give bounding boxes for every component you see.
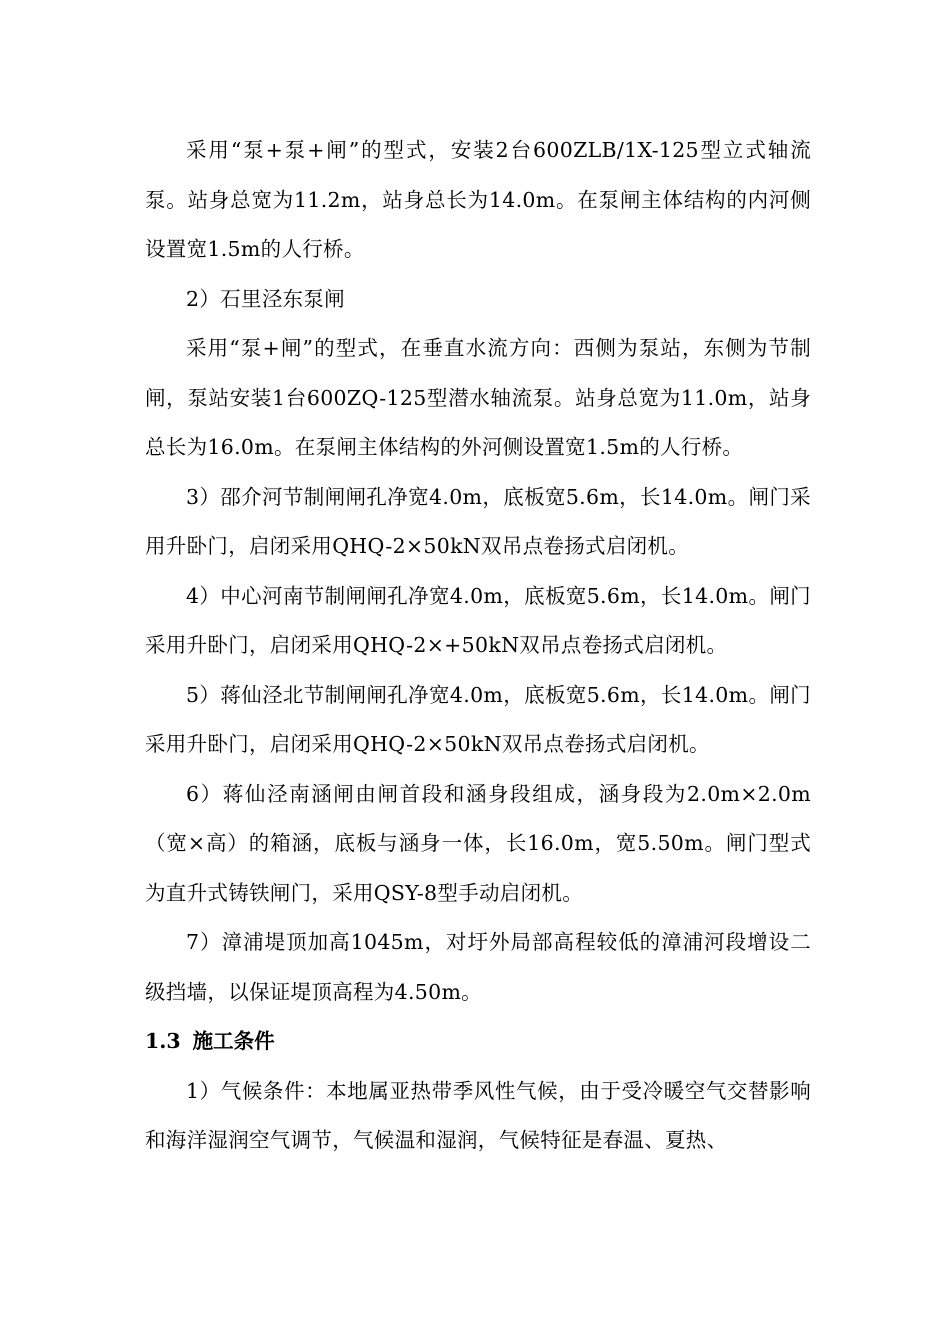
paragraph-zhongxinhe-gate: 4）中心河南节制闸闸孔净宽4.0m，底板宽5.6m，长14.0m。闸门采用升卧门，启闭采用QHQ-2×+50kN双吊点卷扬式启闭机。 xyxy=(145,583,811,657)
paragraph-pump-gate-1: 采用“泵+泵+闸”的型式，安装2台600ZLB/1X-125型立式轴流泵。站身总宽为11.2m，站身总长为14.0m。在泵闸主体结构的内河侧设置宽1.5m的人行桥。 xyxy=(145,138,811,261)
section-number: 1.3 xyxy=(145,1029,181,1053)
paragraph-zhangpu-embankment: 7）漳浦堤顶加高1045m，对圩外局部高程较低的漳浦河段增设二级挡墙，以保证堤顶高程为4.50m。 xyxy=(145,930,811,1004)
paragraph-jiangxianjing-north-gate: 5）蒋仙泾北节制闸闸孔净宽4.0m，底板宽5.6m，长14.0m。闸门采用升卧门，启闭采用QHQ-2×50kN双吊点卷扬式启闭机。 xyxy=(145,682,811,756)
paragraph-climate: 1）气候条件：本地属亚热带季风性气候，由于受冷暖空气交替影响和海洋湿润空气调节，气候温和湿润，气候特征是春温、夏热、 xyxy=(145,1078,811,1152)
section-title: 施工条件 xyxy=(192,1029,275,1053)
subheading-shilijing-east: 2）石里泾东泵闸 xyxy=(186,286,345,311)
paragraph-pump-gate-2: 采用“泵+闸”的型式，在垂直水流方向：西侧为泵站，东侧为节制闸，泵站安装1台600ZQ-125型潜水轴流泵。站身总宽为11.0m，站身总长为16.0m。在泵闸主体结构的外河侧设置宽1.5m的人行桥。 xyxy=(145,336,811,459)
paragraph-shaojie-gate: 3）邵介河节制闸闸孔净宽4.0m，底板宽5.6m，长14.0m。闸门采用升卧门，启闭采用QHQ-2×50kN双吊点卷扬式启闭机。 xyxy=(145,484,811,558)
document-body xyxy=(145,126,811,1166)
paragraph-jiangxianjing-south-culvert: 6）蒋仙泾南涵闸由闸首段和涵身段组成，涵身段为2.0m×2.0m（宽×高）的箱涵，底板与涵身一体，长16.0m，宽5.50m。闸门型式为直升式铸铁闸门，采用QSY-8型手动启闭机。 xyxy=(145,781,811,905)
section-heading xyxy=(145,1017,811,1067)
